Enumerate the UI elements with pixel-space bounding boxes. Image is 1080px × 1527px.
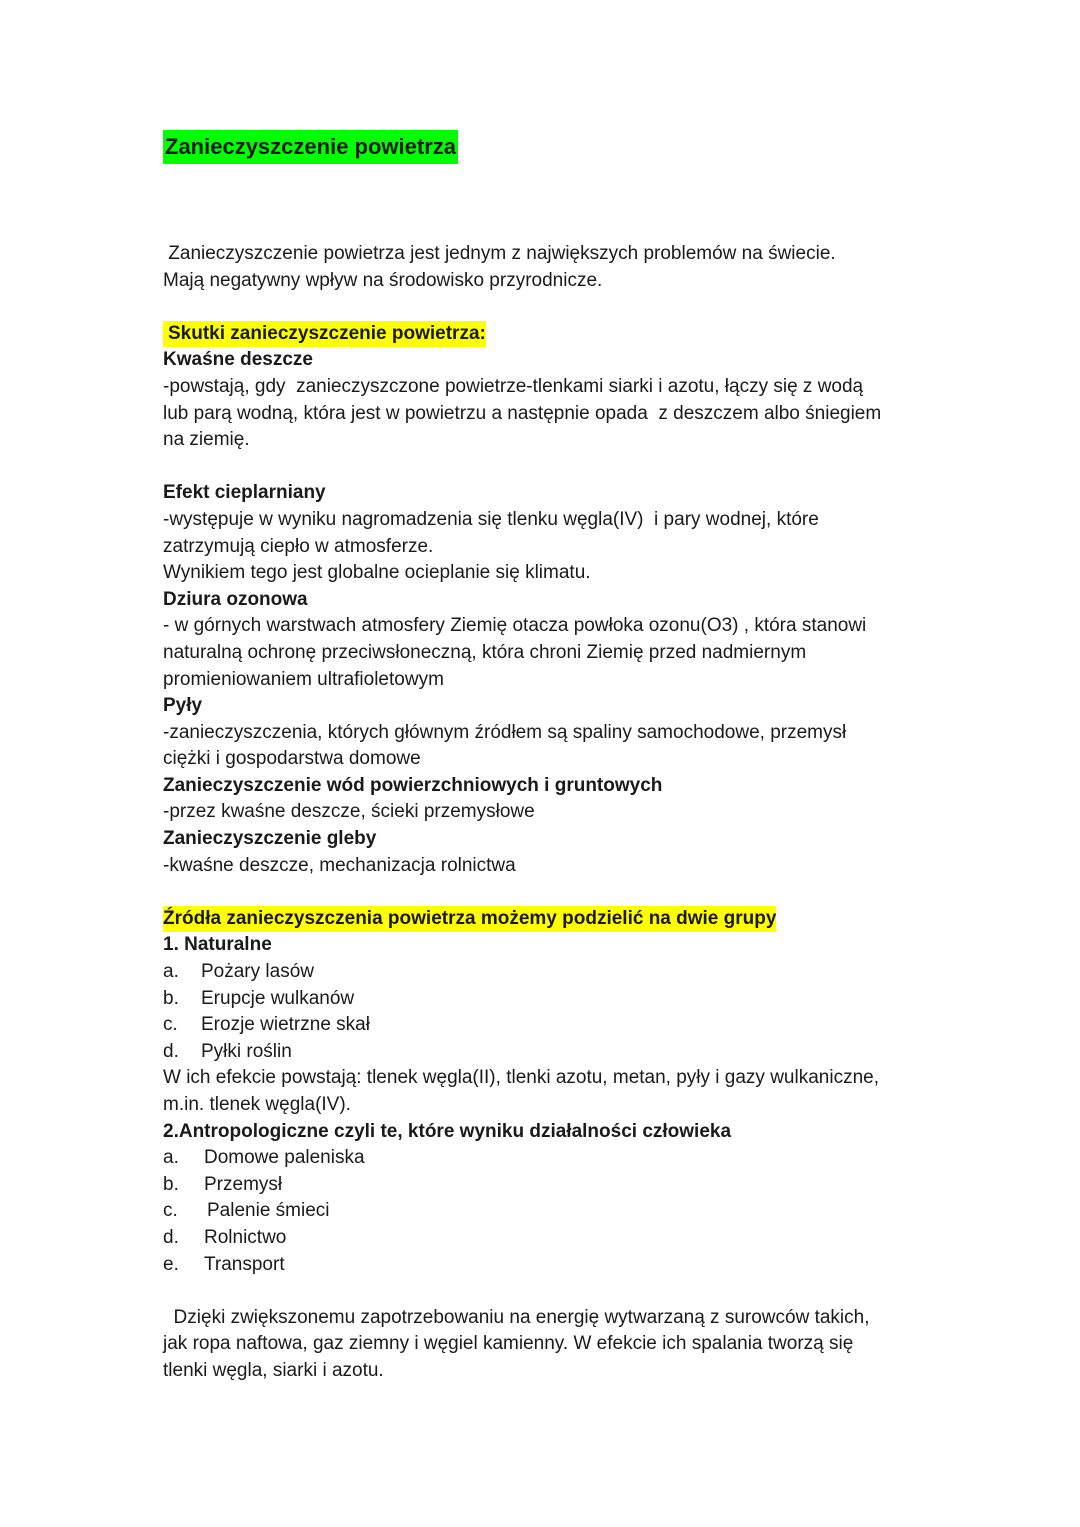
natural-sources-title: 1. Naturalne	[163, 934, 272, 956]
greenhouse-line: Wynikiem tego jest globalne ocieplanie się klimatu.	[163, 562, 591, 584]
ozone-line: promieniowaniem ultrafioletowym	[163, 668, 444, 690]
intro-line: Mają negatywny wpływ na środowisko przyrodnicze.	[163, 269, 603, 291]
soil-line: -kwaśne deszcze, mechanizacja rolnictwa	[163, 854, 516, 876]
intro-line: Zanieczyszczenie powietrza jest jednym z największych problemów na świecie.	[163, 243, 836, 264]
list-item	[163, 1172, 953, 1199]
list-item-text: Rolnictwo	[204, 1226, 287, 1248]
list-item-text: Domowe paleniska	[204, 1147, 365, 1169]
list-item-text: Pożary lasów	[201, 961, 314, 983]
effects-section	[163, 321, 953, 879]
list-item	[163, 1252, 953, 1279]
document-title: Zanieczyszczenie powietrza	[163, 130, 458, 164]
list-item	[163, 1039, 953, 1066]
sources-heading: Źródła zanieczyszczenia powietrza możemy podzielić na dwie grupy	[163, 906, 776, 933]
acid-rain-line: lub parą wodną, która jest w powietrzu a następnie opada z deszczem albo śniegiem	[163, 402, 882, 424]
list-item	[163, 959, 953, 986]
water-line: -przez kwaśne deszcze, ścieki przemysłowe	[163, 801, 535, 823]
intro-paragraph	[163, 241, 953, 294]
document-page	[163, 130, 953, 1385]
dust-line: ciężki i gospodarstwa domowe	[163, 748, 421, 770]
list-marker: c.	[163, 1200, 178, 1222]
list-marker: a.	[163, 1147, 179, 1169]
conclusion-line: Dzięki zwiększonemu zapotrzebowaniu na energię wytwarzaną z surowców takich,	[163, 1306, 870, 1328]
acid-rain-title: Kwaśne deszcze	[163, 349, 313, 371]
acid-rain-line: na ziemię.	[163, 429, 250, 451]
list-marker: d.	[163, 1226, 179, 1248]
list-marker: e.	[163, 1253, 179, 1275]
list-item-text: Palenie śmieci	[207, 1200, 330, 1222]
natural-sources-note: m.in. tlenek węgla(IV).	[163, 1094, 351, 1115]
greenhouse-title: Efekt cieplarniany	[163, 482, 326, 504]
dust-title: Pyły	[163, 695, 203, 717]
natural-sources-list	[163, 959, 953, 1065]
effects-heading: Skutki zanieczyszczenie powietrza:	[163, 321, 486, 348]
conclusion-paragraph	[163, 1305, 953, 1385]
conclusion-line: jak ropa naftowa, gaz ziemny i węgiel kamienny. W efekcie ich spalania tworzą się	[163, 1333, 854, 1355]
ozone-line: - w górnych warstwach atmosfery Ziemię otacza powłoka ozonu(O3) , która stanowi	[163, 615, 867, 637]
water-title: Zanieczyszczenie wód powierzchniowych i gruntowych	[163, 774, 663, 796]
list-item	[163, 1225, 953, 1252]
list-marker: b.	[163, 1173, 179, 1195]
list-item	[163, 1198, 953, 1225]
natural-sources-note: W ich efekcie powstają: tlenek węgla(II), tlenki azotu, metan, pyły i gazy wulkaniczne,	[163, 1067, 879, 1089]
ozone-line: naturalną ochronę przeciwsłoneczną, która chroni Ziemię przed nadmiernym	[163, 641, 807, 663]
anthropogenic-sources-title: 2.Antropologiczne czyli te, które wyniku działalności człowieka	[163, 1120, 732, 1142]
list-marker: c.	[163, 1014, 178, 1036]
list-item	[163, 1145, 953, 1172]
greenhouse-line: zatrzymują ciepło w atmosferze.	[163, 535, 434, 557]
list-marker: b.	[163, 987, 179, 1009]
list-marker: d.	[163, 1040, 179, 1062]
anthropogenic-sources-list	[163, 1145, 953, 1278]
list-item-text: Erupcje wulkanów	[201, 987, 355, 1009]
ozone-title: Dziura ozonowa	[163, 588, 308, 610]
greenhouse-line: -występuje w wyniku nagromadzenia się tlenku węgla(IV) i pary wodnej, które	[163, 508, 819, 530]
list-item-text: Pyłki roślin	[201, 1040, 292, 1062]
sources-section	[163, 906, 953, 1278]
list-item-text: Erozje wietrzne skał	[201, 1014, 370, 1036]
dust-line: -zanieczyszczenia, których głównym źródłem są spaliny samochodowe, przemysł	[163, 721, 847, 743]
list-marker: a.	[163, 961, 179, 983]
soil-title: Zanieczyszczenie gleby	[163, 828, 377, 850]
list-item-text: Przemysł	[204, 1173, 283, 1195]
conclusion-line: tlenki węgla, siarki i azotu.	[163, 1359, 384, 1381]
list-item	[163, 1012, 953, 1039]
list-item	[163, 986, 953, 1013]
list-item-text: Transport	[204, 1253, 285, 1275]
acid-rain-line: -powstają, gdy zanieczyszczone powietrze-tlenkami siarki i azotu, łączy się z wodą	[163, 375, 864, 397]
